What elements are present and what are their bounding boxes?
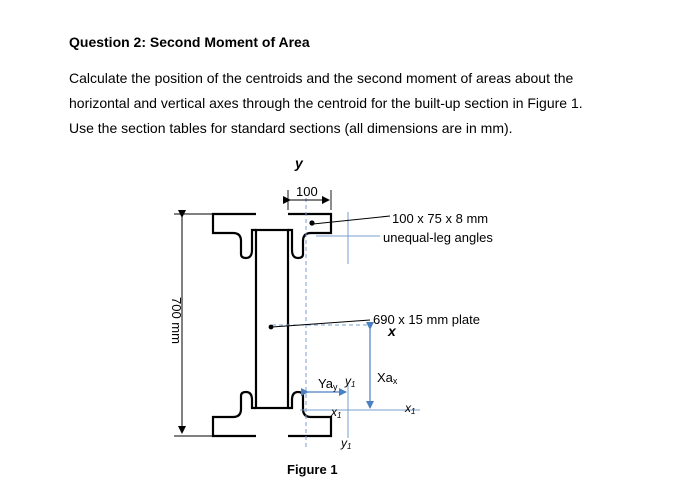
x1-label-right: x1	[405, 401, 416, 416]
question-heading: Question 2: Second Moment of Area	[69, 34, 310, 50]
yay-label: Yay	[318, 376, 338, 392]
plate-leader	[272, 320, 370, 327]
y-axis-label: y	[295, 155, 303, 171]
y1-label-bottom: y1	[341, 436, 352, 451]
question-line: horizontal and vertical axes through the centroid for the built-up section in Figure 1.	[69, 95, 583, 111]
angle-bottom-right	[288, 392, 331, 436]
dim-100-label: 100	[296, 184, 318, 199]
figure-caption: Figure 1	[287, 462, 338, 477]
plate-label: 690 x 15 mm plate	[373, 312, 480, 327]
angle-bottom-left	[213, 392, 256, 436]
question-line: Calculate the position of the centroids and the second moment of areas about the	[69, 70, 574, 86]
angle-leader	[313, 216, 390, 224]
xax-label: Xax	[377, 370, 398, 386]
web-plate	[256, 230, 288, 408]
angle-top-left	[213, 214, 256, 258]
x-axis-label: x	[388, 323, 396, 339]
y1-label-top: y1	[345, 374, 356, 389]
dim-700-label: 700 mm	[169, 297, 184, 344]
angle-label-line2: unequal-leg angles	[383, 230, 493, 245]
angle-centroid-dot	[309, 220, 314, 225]
angle-label-line1: 100 x 75 x 8 mm	[392, 211, 489, 226]
x1-label-left: x1	[331, 405, 342, 420]
question-line: Use the section tables for standard sections (all dimensions are in mm).	[69, 120, 513, 136]
